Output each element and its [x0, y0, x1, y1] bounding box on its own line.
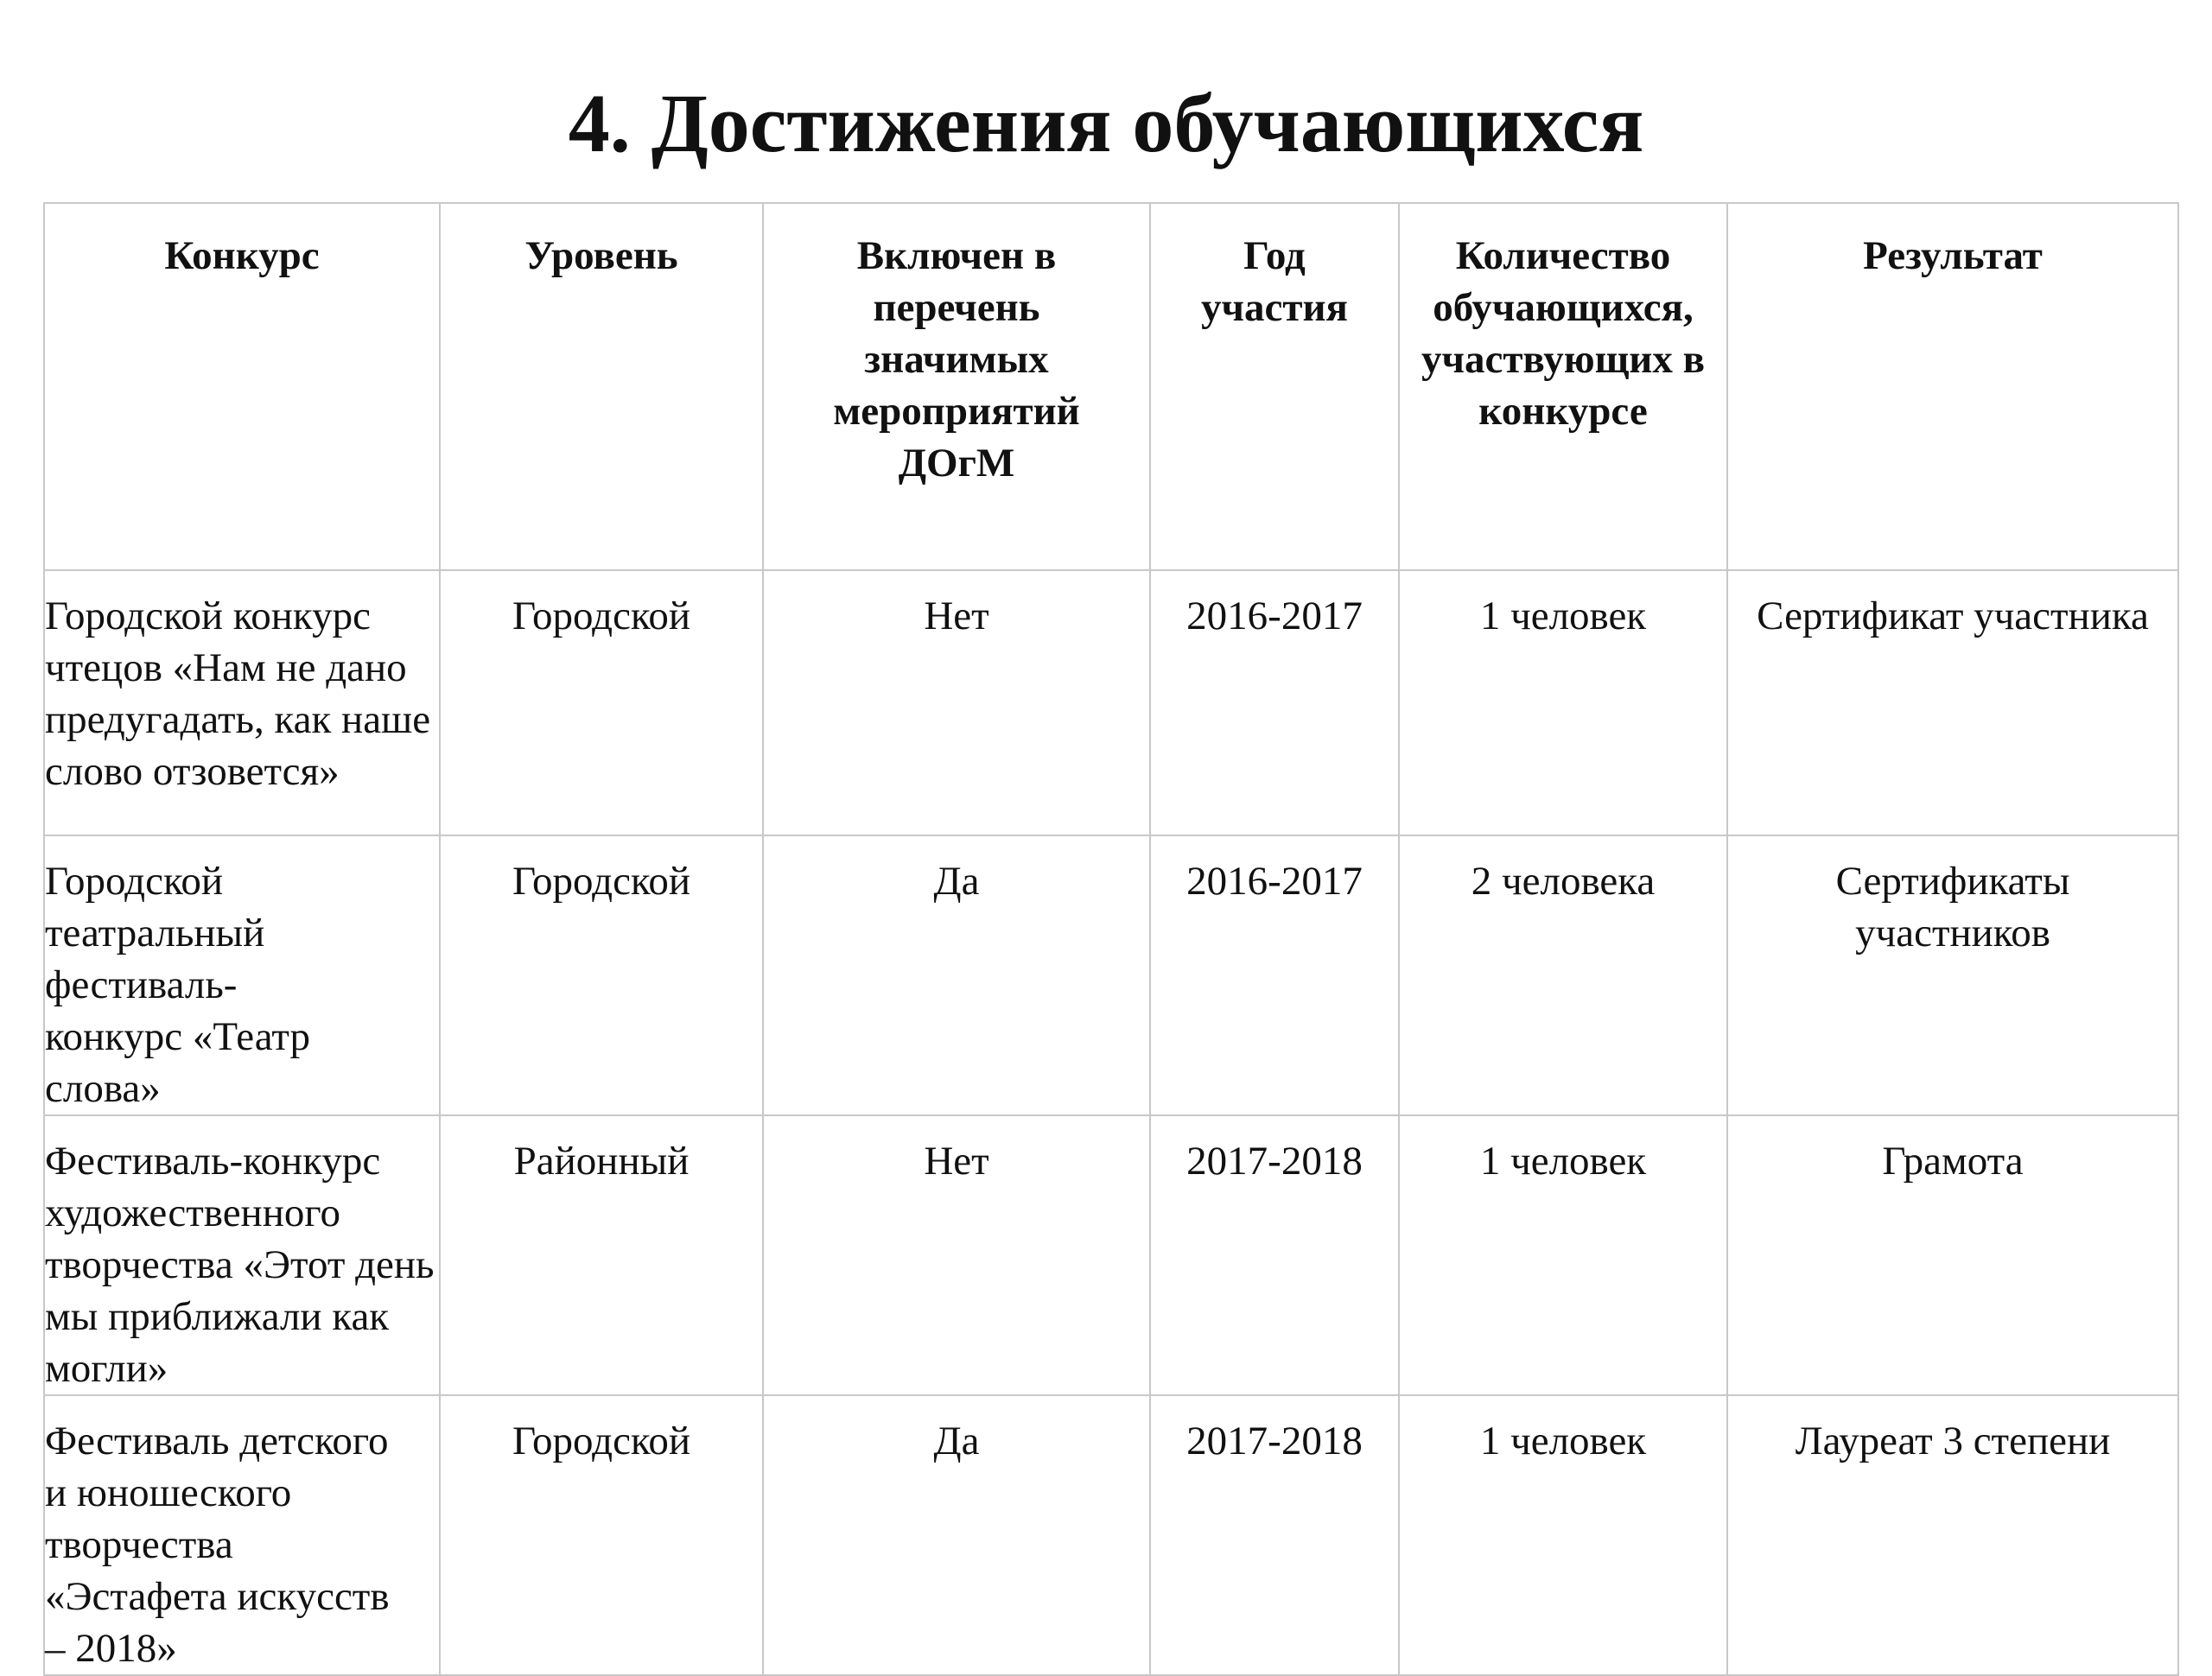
- table-row: [44, 1395, 2178, 1675]
- year-cell: 2017-2018: [1150, 1395, 1399, 1675]
- column-header-contest: Конкурс: [44, 203, 440, 570]
- included-cell: Нет: [763, 1115, 1150, 1395]
- column-header-included: Включен в перечень значимых мероприятий ДОгМ: [763, 203, 1150, 570]
- column-header-count: Количество обучающихся, участвующих в конкурсе: [1399, 203, 1727, 570]
- included-cell: Нет: [763, 570, 1150, 835]
- result-cell: Лауреат 3 степени: [1727, 1395, 2178, 1675]
- table-row: [44, 570, 2178, 835]
- level-cell: Районный: [440, 1115, 763, 1395]
- page-title: 4. Достижения обучающихся: [568, 77, 1644, 169]
- table-header-row: [44, 203, 2178, 570]
- count-cell: 1 человек: [1399, 1115, 1727, 1395]
- year-cell: 2016-2017: [1150, 570, 1399, 835]
- contest-cell: Фестиваль детского и юношеского творчества «Эстафета искусств – 2018»: [44, 1395, 440, 1675]
- count-cell: 1 человек: [1399, 1395, 1727, 1675]
- included-cell: Да: [763, 835, 1150, 1115]
- level-cell: Городской: [440, 570, 763, 835]
- column-header-year: Год участия: [1150, 203, 1399, 570]
- column-header-level: Уровень: [440, 203, 763, 570]
- result-cell: Сертификаты участников: [1727, 835, 2178, 1115]
- contest-cell: Городской конкурс чтецов «Нам не дано предугадать, как наше слово отзовется»: [44, 570, 440, 835]
- level-cell: Городской: [440, 1395, 763, 1675]
- level-cell: Городской: [440, 835, 763, 1115]
- achievements-table: [43, 202, 2179, 1676]
- count-cell: 1 человек: [1399, 570, 1727, 835]
- year-cell: 2016-2017: [1150, 835, 1399, 1115]
- result-cell: Грамота: [1727, 1115, 2178, 1395]
- contest-cell: Фестиваль-конкурс художественного творчества «Этот день мы приближали как могли»: [44, 1115, 440, 1395]
- contest-cell: Городской театральный фестиваль-конкурс «Театр слова»: [44, 835, 440, 1115]
- included-cell: Да: [763, 1395, 1150, 1675]
- year-cell: 2017-2018: [1150, 1115, 1399, 1395]
- result-cell: Сертификат участника: [1727, 570, 2178, 835]
- table-row: [44, 835, 2178, 1115]
- table-row: [44, 1115, 2178, 1395]
- count-cell: 2 человека: [1399, 835, 1727, 1115]
- column-header-result: Результат: [1727, 203, 2178, 570]
